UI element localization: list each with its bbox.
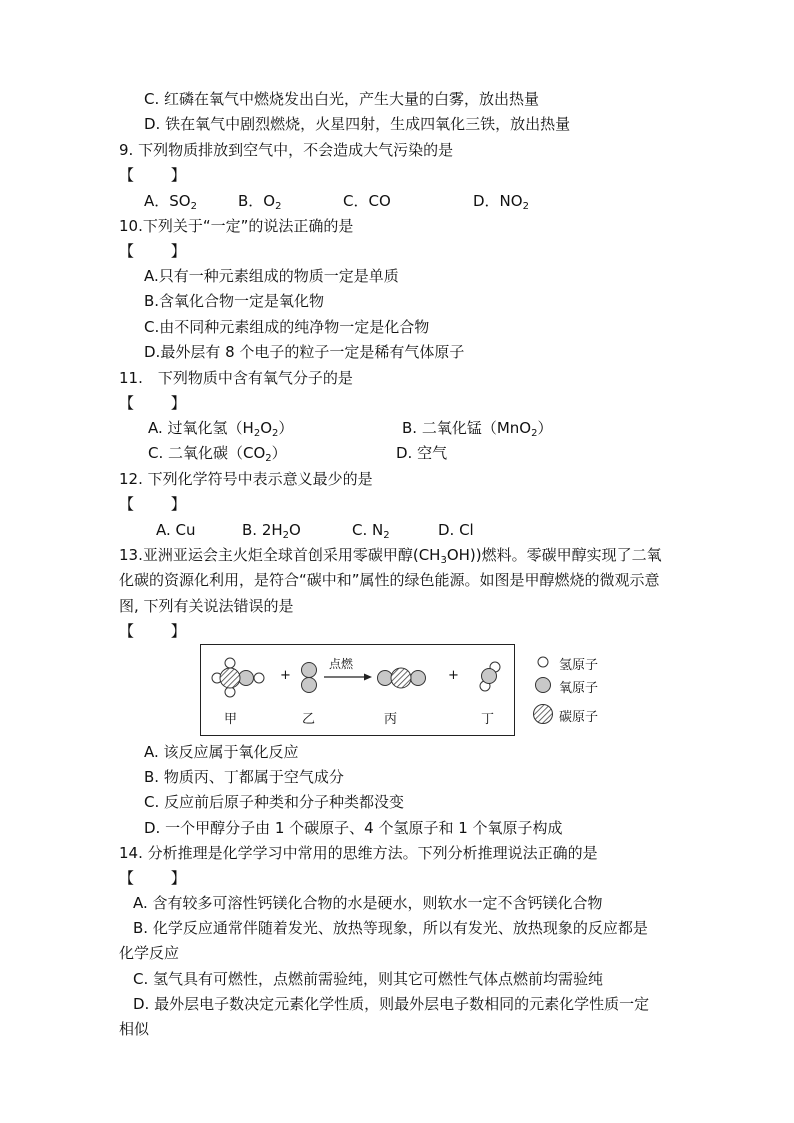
carbon-atom-swatch <box>534 705 553 724</box>
q10-answer-bracket: 【 】 <box>119 242 202 260</box>
q12-option-a: A. Cu <box>156 521 196 539</box>
q12-option-c: C. $N_2$ <box>352 521 390 541</box>
plus-sign-1: + <box>280 668 291 683</box>
oxygen-molecule <box>302 663 317 693</box>
plus-sign-2: + <box>448 668 459 683</box>
q10-option-c: C.由不同种元素组成的纯净物一定是化合物 <box>144 318 430 336</box>
atom-legend <box>534 652 644 732</box>
q11-stem: 11. 下列物质中含有氧气分子的是 <box>119 369 353 387</box>
reaction-arrow <box>324 674 372 681</box>
carbon-dioxide-molecule <box>378 668 426 688</box>
q13-option-c: C. 反应前后原子种类和分子种类都没变 <box>144 793 405 811</box>
label-ding: 丁 <box>481 712 495 727</box>
q10-option-a: A.只有一种元素组成的物质一定是单质 <box>144 267 399 285</box>
ignition-label: 点燃 <box>329 657 354 671</box>
methanol-molecule <box>212 658 264 697</box>
q9-option-b: B．$O_2$ <box>238 192 282 212</box>
reaction-diagram-drawing <box>201 645 516 737</box>
q14-stem: 14. 分析推理是化学学习中常用的思维方法。下列分析推理说法正确的是 <box>119 844 598 862</box>
q9-option-c: C．CO <box>343 192 391 210</box>
q13-answer-bracket: 【 】 <box>119 622 202 640</box>
q14-option-b-line2: 化学反应 <box>119 944 180 962</box>
q14-answer-bracket: 【 】 <box>119 869 202 887</box>
q14-option-b-line1: B. 化学反应通常伴随着发光、放热等现象，所以有发光、放热现象的反应都是 <box>133 919 648 937</box>
q14-option-c: C. 氢气具有可燃性，点燃前需验纯，则其它可燃性气体点燃前均需验纯 <box>133 970 604 988</box>
oxygen-atom-swatch <box>536 678 551 693</box>
q8-option-c: C. 红磷在氧气中燃烧发出白光，产生大量的白雾，放出热量 <box>144 90 540 108</box>
reaction-diagram <box>200 644 515 736</box>
q12-option-d: D. Cl <box>438 521 474 539</box>
q13-stem-line3: 图, 下列有关说法错误的是 <box>119 597 294 615</box>
q13-option-a: A. 该反应属于氧化反应 <box>144 743 299 761</box>
legend-carbon-label: 碳原子 <box>559 710 599 725</box>
q12-answer-bracket: 【 】 <box>119 495 202 513</box>
label-yi: 乙 <box>302 712 316 727</box>
q13-stem-line1: 13.亚洲亚运会主火炬全球首创采用零碳甲醇$(CH_3OH)$)燃料。零碳甲醇实现了二氧 <box>119 546 662 566</box>
q10-option-b: B.含氧化合物一定是氧化物 <box>144 292 325 310</box>
q12-option-b: B. $2H_2O$ <box>242 521 301 541</box>
q11-option-a: A. 过氧化氢$(H_2O_2)$ <box>148 419 294 439</box>
hydrogen-atom-swatch <box>538 657 548 667</box>
q13-stem-line2: 化碳的资源化利用，是符合“碳中和”属性的绿色能源。如图是甲醇燃烧的微观示意 <box>119 571 660 589</box>
q11-answer-bracket: 【 】 <box>119 394 202 412</box>
q9-option-a: A．$SO_2$ <box>144 192 197 212</box>
q13-option-b: B. 物质丙、丁都属于空气成分 <box>144 768 344 786</box>
legend-oxygen-label: 氧原子 <box>559 681 599 696</box>
q11-option-d: D. 空气 <box>396 444 448 462</box>
q14-option-d-line1: D. 最外层电子数决定元素化学性质，则最外层电子数相同的元素化学性质一定 <box>133 995 650 1013</box>
label-bing: 丙 <box>384 712 398 727</box>
water-molecule <box>480 662 500 691</box>
q9-stem: 9. 下列物质排放到空气中，不会造成大气污染的是 <box>119 141 454 159</box>
q12-stem: 12. 下列化学符号中表示意义最少的是 <box>119 470 373 488</box>
q9-answer-bracket: 【 】 <box>119 166 202 184</box>
q14-option-a: A. 含有较多可溶性钙镁化合物的水是硬水，则软水一定不含钙镁化合物 <box>133 894 603 912</box>
label-jia: 甲 <box>224 712 238 727</box>
q10-stem: 10.下列关于“一定”的说法正确的是 <box>119 217 354 235</box>
q11-option-b: B. 二氧化锰（MnO$_2$） <box>402 419 553 439</box>
q13-option-d: D. 一个甲醇分子由 1 个碳原子、4 个氢原子和 1 个氧原子构成 <box>144 819 563 837</box>
q11-option-c: C. 二氧化碳$(CO_2)$ <box>148 444 287 464</box>
q8-option-d: D. 铁在氧气中剧烈燃烧，火星四射，生成四氧化三铁，放出热量 <box>144 115 571 133</box>
legend-hydrogen-label: 氢原子 <box>559 658 599 673</box>
q10-option-d: D.最外层有 8 个电子的粒子一定是稀有气体原子 <box>144 343 465 361</box>
q14-option-d-line2: 相似 <box>119 1020 150 1038</box>
q9-option-d: D．$NO_2$ <box>473 192 529 212</box>
